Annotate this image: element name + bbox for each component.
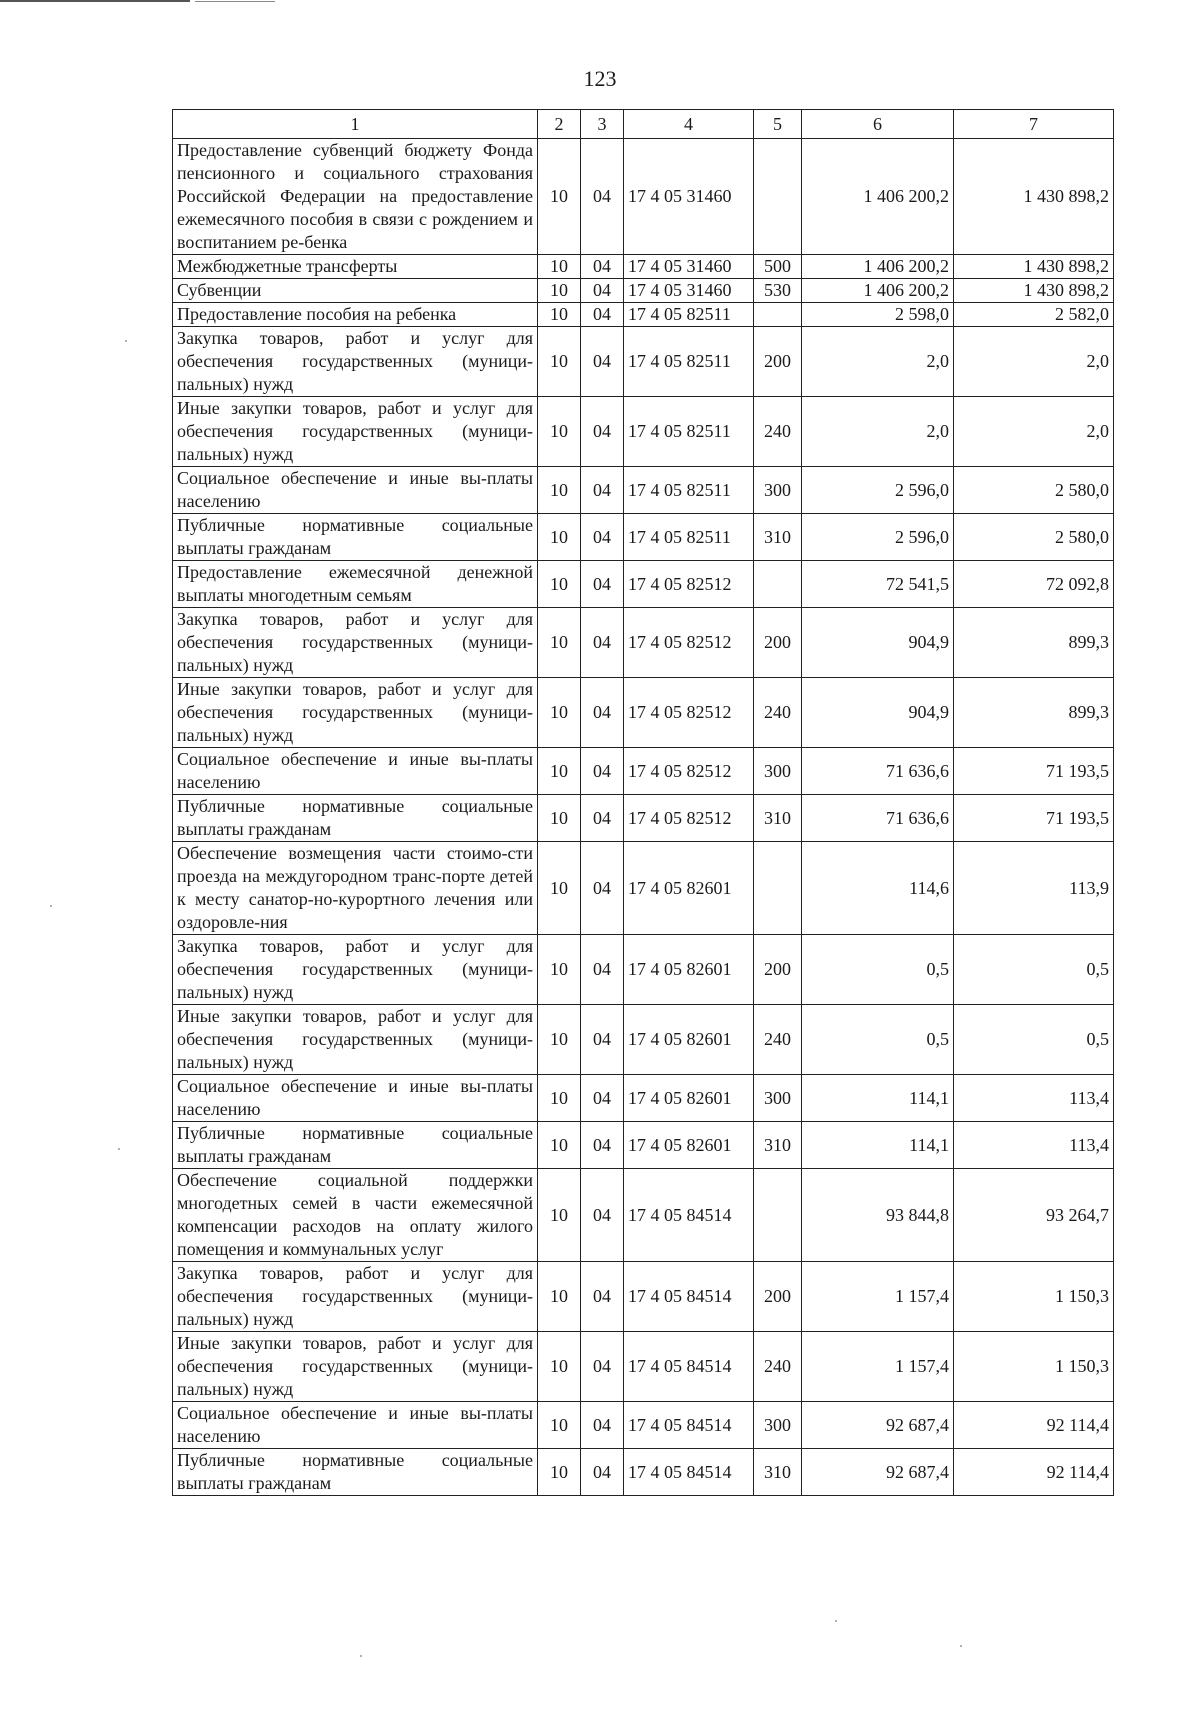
row-subsection: 04 (581, 303, 624, 327)
row-target-code: 17 4 05 82511 (624, 397, 754, 467)
table-row (173, 467, 1114, 514)
row-amount-year1: 904,9 (802, 608, 954, 678)
row-description: Предоставление субвенций бюджету Фонда пенсионного и социального страхования Российской Федерации на предоставление ежемесячного пособия в связи с рождением и воспитанием ре-бенка (173, 139, 538, 255)
row-section: 10 (538, 327, 581, 397)
row-section: 10 (538, 1449, 581, 1496)
row-subsection: 04 (581, 139, 624, 255)
row-subsection: 04 (581, 678, 624, 748)
row-expense-type: 200 (754, 327, 802, 397)
row-amount-year2: 71 193,5 (954, 748, 1114, 795)
row-section: 10 (538, 1075, 581, 1122)
row-expense-type: 200 (754, 935, 802, 1005)
scan-speck (125, 340, 127, 342)
table-row (173, 1262, 1114, 1332)
row-target-code: 17 4 05 84514 (624, 1169, 754, 1262)
row-section: 10 (538, 561, 581, 608)
row-description: Межбюджетные трансферты (173, 255, 538, 279)
row-description: Закупка товаров, работ и услуг для обеспечения государственных (муници-пальных) нужд (173, 608, 538, 678)
table-row (173, 1169, 1114, 1262)
row-amount-year1: 114,1 (802, 1122, 954, 1169)
row-section: 10 (538, 139, 581, 255)
row-expense-type: 300 (754, 1402, 802, 1449)
table-row (173, 1075, 1114, 1122)
row-amount-year1: 2,0 (802, 397, 954, 467)
row-expense-type: 200 (754, 1262, 802, 1332)
row-amount-year1: 2,0 (802, 327, 954, 397)
row-section: 10 (538, 397, 581, 467)
row-description: Предоставление ежемесячной денежной выплаты многодетным семьям (173, 561, 538, 608)
header-col-5: 5 (754, 110, 802, 139)
row-target-code: 17 4 05 82601 (624, 842, 754, 935)
row-target-code: 17 4 05 82511 (624, 467, 754, 514)
row-section: 10 (538, 678, 581, 748)
row-amount-year2: 1 150,3 (954, 1332, 1114, 1402)
scan-speck (360, 1655, 362, 1657)
table-row (173, 139, 1114, 255)
row-subsection: 04 (581, 748, 624, 795)
scan-speck (118, 1148, 120, 1150)
row-amount-year2: 2 582,0 (954, 303, 1114, 327)
row-subsection: 04 (581, 561, 624, 608)
row-subsection: 04 (581, 1169, 624, 1262)
row-amount-year1: 114,6 (802, 842, 954, 935)
row-description: Субвенции (173, 279, 538, 303)
row-description: Обеспечение возмещения части стоимо-сти проезда на междугородном транс-порте детей к месту санатор-но-курортного лечения или оздоровле-ния (173, 842, 538, 935)
row-section: 10 (538, 255, 581, 279)
header-col-7: 7 (954, 110, 1114, 139)
row-section: 10 (538, 467, 581, 514)
row-subsection: 04 (581, 1449, 624, 1496)
row-amount-year1: 0,5 (802, 1005, 954, 1075)
row-amount-year1: 92 687,4 (802, 1449, 954, 1496)
row-subsection: 04 (581, 279, 624, 303)
row-amount-year2: 1 430 898,2 (954, 255, 1114, 279)
row-amount-year2: 0,5 (954, 935, 1114, 1005)
row-description: Обеспечение социальной поддержки многодетных семей в части ежемесячной компенсации расходов на оплату жилого помещения и коммунальных услуг (173, 1169, 538, 1262)
page-number: 123 (583, 66, 617, 91)
row-target-code: 17 4 05 82511 (624, 303, 754, 327)
row-subsection: 04 (581, 842, 624, 935)
row-amount-year2: 113,4 (954, 1075, 1114, 1122)
budget-table (172, 109, 1114, 1496)
table-row (173, 935, 1114, 1005)
row-expense-type: 300 (754, 467, 802, 514)
row-amount-year1: 72 541,5 (802, 561, 954, 608)
row-target-code: 17 4 05 82512 (624, 608, 754, 678)
table-row (173, 1005, 1114, 1075)
table-row (173, 1332, 1114, 1402)
row-subsection: 04 (581, 608, 624, 678)
row-expense-type: 500 (754, 255, 802, 279)
row-subsection: 04 (581, 1122, 624, 1169)
row-section: 10 (538, 1262, 581, 1332)
row-subsection: 04 (581, 1075, 624, 1122)
row-section: 10 (538, 1402, 581, 1449)
row-description: Публичные нормативные социальные выплаты гражданам (173, 795, 538, 842)
row-amount-year2: 1 430 898,2 (954, 139, 1114, 255)
table-row (173, 1449, 1114, 1496)
row-expense-type (754, 1169, 802, 1262)
table-row (173, 1122, 1114, 1169)
row-amount-year1: 1 406 200,2 (802, 279, 954, 303)
table-row (173, 1402, 1114, 1449)
row-target-code: 17 4 05 31460 (624, 279, 754, 303)
row-description: Предоставление пособия на ребенка (173, 303, 538, 327)
row-description: Социальное обеспечение и иные вы-платы населению (173, 1075, 538, 1122)
row-expense-type: 530 (754, 279, 802, 303)
row-subsection: 04 (581, 1402, 624, 1449)
row-target-code: 17 4 05 82512 (624, 678, 754, 748)
row-amount-year2: 93 264,7 (954, 1169, 1114, 1262)
row-amount-year2: 72 092,8 (954, 561, 1114, 608)
row-subsection: 04 (581, 467, 624, 514)
row-target-code: 17 4 05 82512 (624, 795, 754, 842)
header-col-4: 4 (624, 110, 754, 139)
row-expense-type: 240 (754, 397, 802, 467)
row-description: Публичные нормативные социальные выплаты гражданам (173, 514, 538, 561)
row-description: Социальное обеспечение и иные вы-платы населению (173, 1402, 538, 1449)
table-body (173, 139, 1114, 1496)
row-amount-year1: 1 157,4 (802, 1262, 954, 1332)
row-section: 10 (538, 748, 581, 795)
row-amount-year1: 1 157,4 (802, 1332, 954, 1402)
header-row (173, 110, 1114, 139)
row-target-code: 17 4 05 31460 (624, 255, 754, 279)
row-section: 10 (538, 514, 581, 561)
row-amount-year1: 2 596,0 (802, 467, 954, 514)
table-row (173, 303, 1114, 327)
row-amount-year1: 92 687,4 (802, 1402, 954, 1449)
row-description: Иные закупки товаров, работ и услуг для обеспечения государственных (муници-пальных) нужд (173, 1332, 538, 1402)
row-expense-type (754, 303, 802, 327)
row-amount-year2: 92 114,4 (954, 1402, 1114, 1449)
row-target-code: 17 4 05 82601 (624, 1122, 754, 1169)
row-description: Иные закупки товаров, работ и услуг для обеспечения государственных (муници-пальных) нужд (173, 678, 538, 748)
table-row (173, 842, 1114, 935)
row-subsection: 04 (581, 1005, 624, 1075)
row-amount-year1: 71 636,6 (802, 795, 954, 842)
row-subsection: 04 (581, 1262, 624, 1332)
row-target-code: 17 4 05 82601 (624, 1075, 754, 1122)
row-section: 10 (538, 608, 581, 678)
row-expense-type: 240 (754, 1332, 802, 1402)
row-section: 10 (538, 795, 581, 842)
row-amount-year1: 1 406 200,2 (802, 139, 954, 255)
row-expense-type: 310 (754, 795, 802, 842)
row-description: Публичные нормативные социальные выплаты гражданам (173, 1122, 538, 1169)
row-description: Закупка товаров, работ и услуг для обеспечения государственных (муници-пальных) нужд (173, 1262, 538, 1332)
row-expense-type: 310 (754, 514, 802, 561)
row-expense-type: 240 (754, 678, 802, 748)
row-section: 10 (538, 1169, 581, 1262)
header-col-3: 3 (581, 110, 624, 139)
row-amount-year2: 92 114,4 (954, 1449, 1114, 1496)
row-amount-year2: 113,9 (954, 842, 1114, 935)
row-amount-year2: 0,5 (954, 1005, 1114, 1075)
row-description: Закупка товаров, работ и услуг для обеспечения государственных (муници-пальных) нужд (173, 327, 538, 397)
row-subsection: 04 (581, 255, 624, 279)
row-target-code: 17 4 05 82511 (624, 514, 754, 561)
top-rule-short (195, 1, 275, 2)
row-target-code: 17 4 05 82601 (624, 935, 754, 1005)
row-subsection: 04 (581, 327, 624, 397)
row-amount-year1: 1 406 200,2 (802, 255, 954, 279)
scan-speck (835, 1620, 837, 1622)
row-expense-type: 300 (754, 748, 802, 795)
row-subsection: 04 (581, 514, 624, 561)
header-col-1: 1 (173, 110, 538, 139)
row-amount-year2: 1 150,3 (954, 1262, 1114, 1332)
scan-speck (50, 905, 52, 907)
row-amount-year2: 113,4 (954, 1122, 1114, 1169)
row-section: 10 (538, 303, 581, 327)
table-row (173, 279, 1114, 303)
row-amount-year2: 1 430 898,2 (954, 279, 1114, 303)
row-description: Иные закупки товаров, работ и услуг для обеспечения государственных (муници-пальных) нужд (173, 1005, 538, 1075)
row-description: Социальное обеспечение и иные вы-платы населению (173, 748, 538, 795)
header-col-2: 2 (538, 110, 581, 139)
row-amount-year2: 71 193,5 (954, 795, 1114, 842)
row-amount-year1: 2 598,0 (802, 303, 954, 327)
row-target-code: 17 4 05 82601 (624, 1005, 754, 1075)
row-amount-year2: 2,0 (954, 327, 1114, 397)
row-section: 10 (538, 842, 581, 935)
row-target-code: 17 4 05 82511 (624, 327, 754, 397)
row-description: Иные закупки товаров, работ и услуг для обеспечения государственных (муници-пальных) нужд (173, 397, 538, 467)
row-expense-type: 300 (754, 1075, 802, 1122)
row-section: 10 (538, 935, 581, 1005)
row-section: 10 (538, 279, 581, 303)
header-col-6: 6 (802, 110, 954, 139)
table-row (173, 397, 1114, 467)
table-row (173, 561, 1114, 608)
row-target-code: 17 4 05 82512 (624, 561, 754, 608)
row-amount-year2: 2 580,0 (954, 467, 1114, 514)
row-subsection: 04 (581, 935, 624, 1005)
row-target-code: 17 4 05 84514 (624, 1332, 754, 1402)
table-row (173, 327, 1114, 397)
scan-speck (960, 1645, 962, 1647)
row-section: 10 (538, 1332, 581, 1402)
row-amount-year1: 0,5 (802, 935, 954, 1005)
row-amount-year1: 71 636,6 (802, 748, 954, 795)
row-description: Социальное обеспечение и иные вы-платы населению (173, 467, 538, 514)
row-amount-year2: 2 580,0 (954, 514, 1114, 561)
row-amount-year2: 899,3 (954, 678, 1114, 748)
table-row (173, 795, 1114, 842)
row-expense-type (754, 139, 802, 255)
row-section: 10 (538, 1122, 581, 1169)
row-target-code: 17 4 05 84514 (624, 1262, 754, 1332)
row-target-code: 17 4 05 84514 (624, 1449, 754, 1496)
table-row (173, 255, 1114, 279)
row-expense-type: 240 (754, 1005, 802, 1075)
row-expense-type (754, 842, 802, 935)
table-row (173, 748, 1114, 795)
row-expense-type: 310 (754, 1122, 802, 1169)
row-amount-year1: 2 596,0 (802, 514, 954, 561)
row-subsection: 04 (581, 1332, 624, 1402)
row-description: Публичные нормативные социальные выплаты гражданам (173, 1449, 538, 1496)
top-rule (0, 0, 190, 2)
row-expense-type: 200 (754, 608, 802, 678)
table-row (173, 678, 1114, 748)
row-amount-year1: 114,1 (802, 1075, 954, 1122)
row-target-code: 17 4 05 31460 (624, 139, 754, 255)
row-target-code: 17 4 05 82512 (624, 748, 754, 795)
row-expense-type (754, 561, 802, 608)
row-amount-year1: 93 844,8 (802, 1169, 954, 1262)
row-amount-year1: 904,9 (802, 678, 954, 748)
row-section: 10 (538, 1005, 581, 1075)
row-subsection: 04 (581, 795, 624, 842)
table-row (173, 514, 1114, 561)
row-amount-year2: 2,0 (954, 397, 1114, 467)
row-description: Закупка товаров, работ и услуг для обеспечения государственных (муници-пальных) нужд (173, 935, 538, 1005)
table-row (173, 608, 1114, 678)
row-expense-type: 310 (754, 1449, 802, 1496)
row-subsection: 04 (581, 397, 624, 467)
row-amount-year2: 899,3 (954, 608, 1114, 678)
row-target-code: 17 4 05 84514 (624, 1402, 754, 1449)
